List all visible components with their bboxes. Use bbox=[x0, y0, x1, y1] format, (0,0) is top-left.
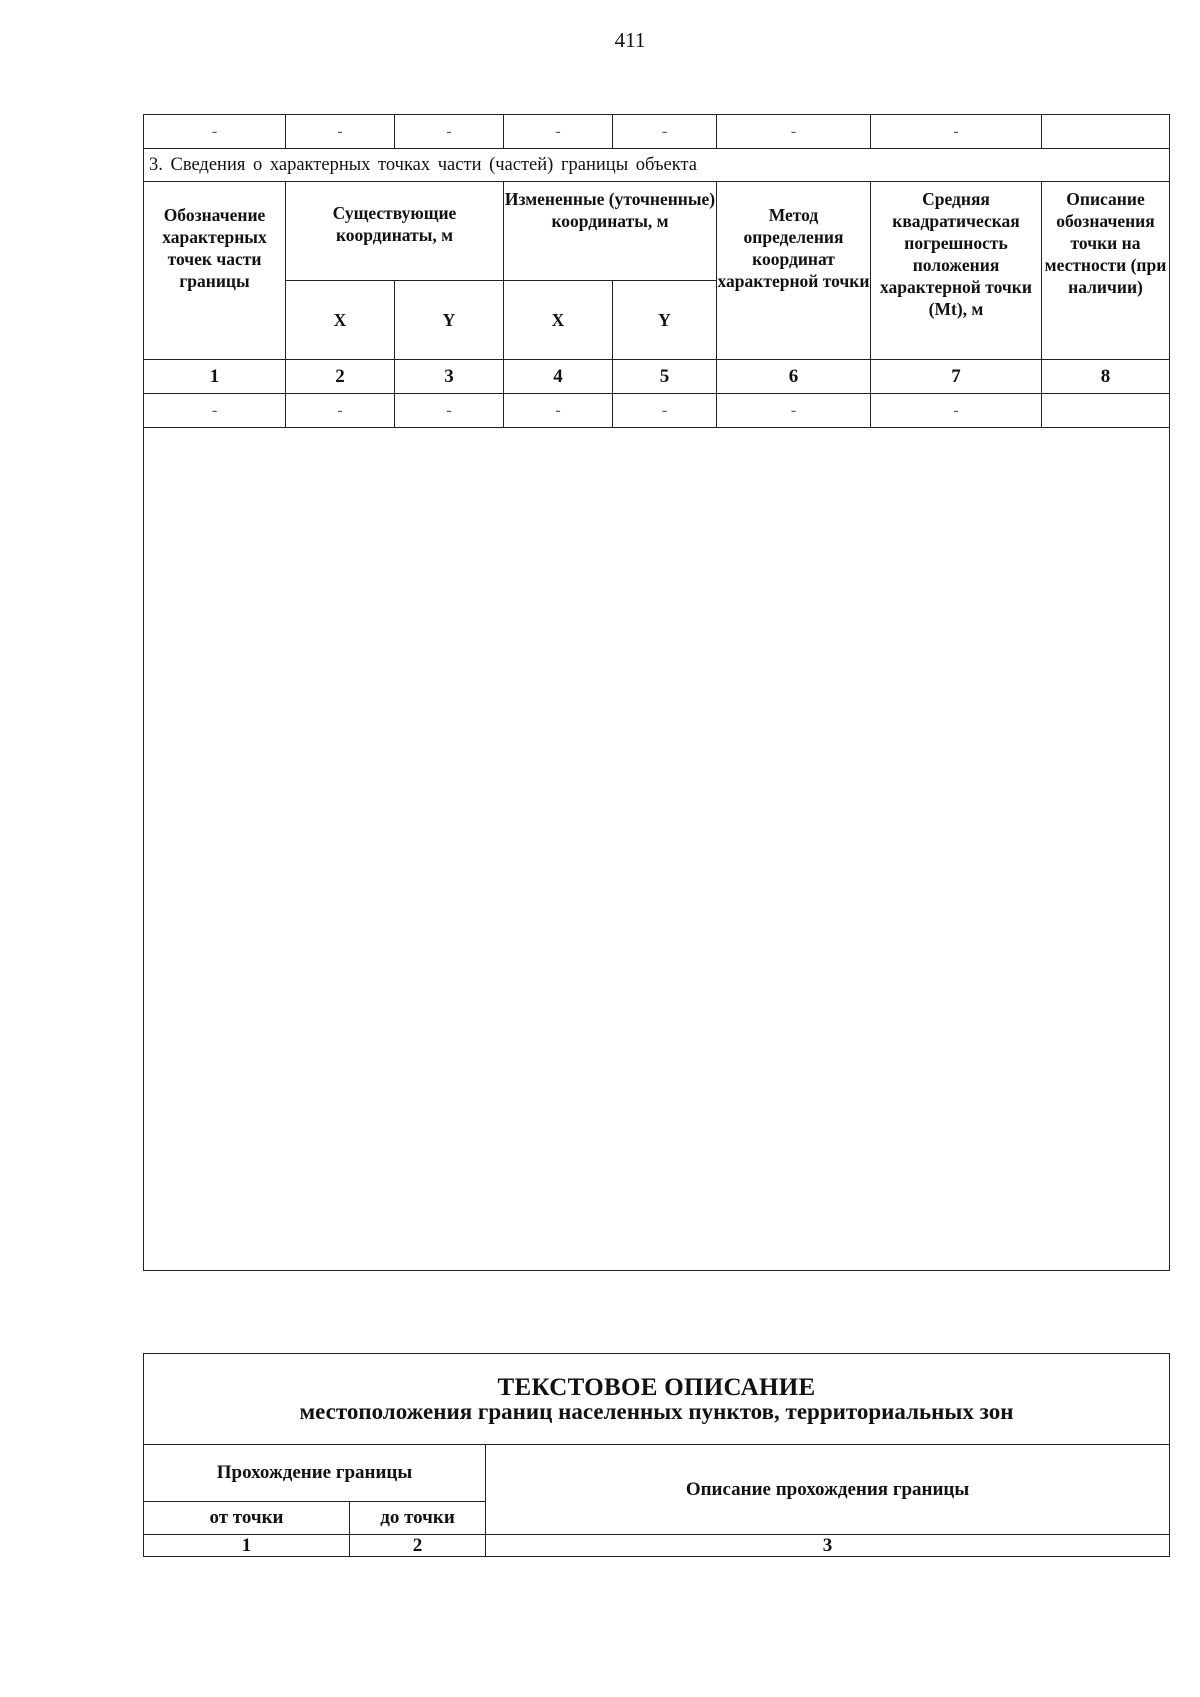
text-description-table bbox=[143, 1353, 1170, 1557]
table-cell: - bbox=[613, 394, 717, 428]
table-cell bbox=[1042, 394, 1170, 428]
header-x-existing: X bbox=[286, 281, 395, 360]
header-row bbox=[144, 1445, 1170, 1502]
column-number: 1 bbox=[144, 360, 286, 394]
column-number: 2 bbox=[286, 360, 395, 394]
table-cell: - bbox=[871, 115, 1042, 149]
header-y-existing: Y bbox=[395, 281, 504, 360]
column-number: 5 bbox=[613, 360, 717, 394]
title-cell bbox=[144, 1354, 1170, 1445]
header-to-point: до точки bbox=[350, 1502, 486, 1535]
empty-area-row bbox=[144, 428, 1170, 1271]
header-y-changed: Y bbox=[613, 281, 717, 360]
section-title: 3. Сведения о характерных точках части (частей) границы объекта bbox=[144, 149, 1170, 182]
header-error: Средняя квадратическая погрешность положения характерной точки (Mt), м bbox=[871, 182, 1042, 360]
header-boundary-passage: Прохождение границы bbox=[144, 1445, 486, 1502]
table-cell bbox=[1042, 115, 1170, 149]
characteristic-points-table bbox=[143, 114, 1170, 1271]
table-cell: - bbox=[395, 115, 504, 149]
table-cell: - bbox=[144, 115, 286, 149]
column-numbers-row bbox=[144, 1535, 1170, 1557]
table-cell: - bbox=[395, 394, 504, 428]
column-number: 7 bbox=[871, 360, 1042, 394]
title-row bbox=[144, 1354, 1170, 1445]
table-cell: - bbox=[717, 115, 871, 149]
header-passage-description: Описание прохождения границы bbox=[486, 1445, 1170, 1535]
column-number: 8 bbox=[1042, 360, 1170, 394]
header-designation: Обозначение характерных точек части границы bbox=[144, 182, 286, 360]
table-cell: - bbox=[504, 394, 613, 428]
table-cell: - bbox=[613, 115, 717, 149]
column-number: 3 bbox=[486, 1535, 1170, 1557]
header-x-changed: X bbox=[504, 281, 613, 360]
column-number: 4 bbox=[504, 360, 613, 394]
table-cell: - bbox=[144, 394, 286, 428]
column-number: 6 bbox=[717, 360, 871, 394]
table-cell: - bbox=[286, 394, 395, 428]
document-title: ТЕКСТОВОЕ ОПИСАНИЕ bbox=[497, 1373, 816, 1401]
header-changed-coords: Измененные (уточненные) координаты, м bbox=[504, 182, 717, 281]
header-row bbox=[144, 182, 1170, 281]
table-row bbox=[144, 394, 1170, 428]
column-number: 3 bbox=[395, 360, 504, 394]
header-description: Описание обозначения точки на местности (при наличии) bbox=[1042, 182, 1170, 360]
table-row bbox=[144, 115, 1170, 149]
document-subtitle: местоположения границ населенных пунктов, территориальных зон bbox=[299, 1398, 1014, 1424]
empty-area bbox=[144, 428, 1170, 1271]
column-numbers-row bbox=[144, 360, 1170, 394]
table-cell: - bbox=[717, 394, 871, 428]
header-method: Метод определения координат характерной точки bbox=[717, 182, 871, 360]
table-cell: - bbox=[504, 115, 613, 149]
section-title-row bbox=[144, 149, 1170, 182]
table-cell: - bbox=[286, 115, 395, 149]
column-number: 2 bbox=[350, 1535, 486, 1557]
header-from-point: от точки bbox=[144, 1502, 350, 1535]
page-number: 411 bbox=[614, 28, 646, 52]
column-number: 1 bbox=[144, 1535, 350, 1557]
header-existing-coords: Существующие координаты, м bbox=[286, 182, 504, 281]
table-cell: - bbox=[871, 394, 1042, 428]
